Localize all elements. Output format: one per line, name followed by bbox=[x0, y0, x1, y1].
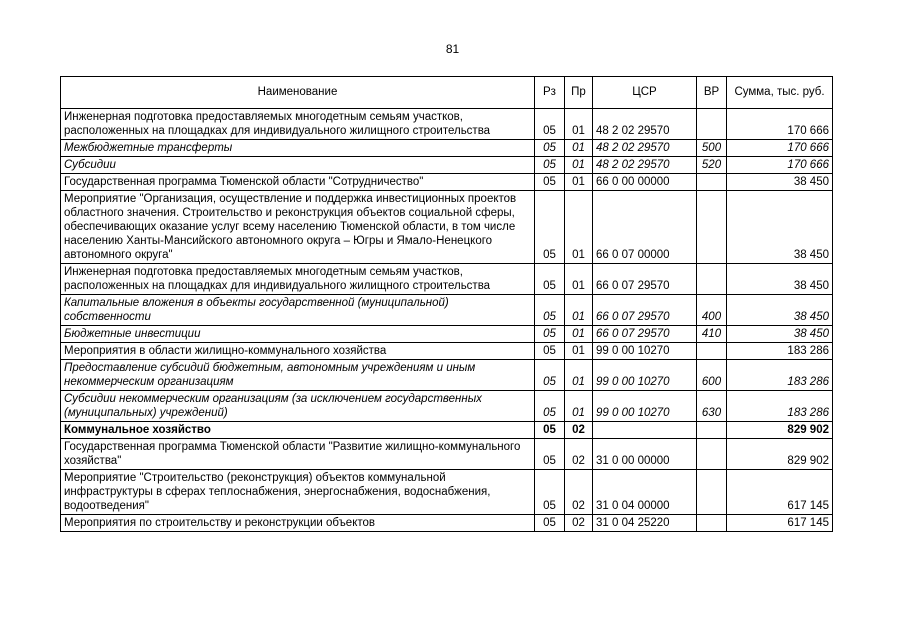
table-row bbox=[61, 391, 833, 422]
cell-rz: 05 bbox=[535, 295, 565, 326]
cell-csr: 66 0 07 00000 bbox=[593, 191, 697, 264]
cell-name: Коммунальное хозяйство bbox=[61, 422, 535, 439]
table-row bbox=[61, 326, 833, 343]
cell-rz: 05 bbox=[535, 264, 565, 295]
cell-rz: 05 bbox=[535, 326, 565, 343]
budget-table bbox=[60, 76, 833, 532]
table-header bbox=[61, 77, 833, 109]
cell-vr bbox=[697, 191, 727, 264]
cell-vr bbox=[697, 109, 727, 140]
cell-vr bbox=[697, 422, 727, 439]
cell-csr: 48 2 02 29570 bbox=[593, 157, 697, 174]
cell-name: Инженерная подготовка предоставляемых многодетным семьям участков, расположенных на площадках для индивидуального жилищного строительства bbox=[61, 109, 535, 140]
cell-csr: 31 0 04 25220 bbox=[593, 515, 697, 532]
cell-name: Мероприятие "Строительство (реконструкция) объектов коммунальной инфраструктуры в сферах теплоснабжения, энергоснабжения, водоснабжения, водоотведения" bbox=[61, 470, 535, 515]
table-row bbox=[61, 174, 833, 191]
cell-sum: 38 450 bbox=[727, 264, 833, 295]
cell-sum: 38 450 bbox=[727, 295, 833, 326]
header-row bbox=[61, 77, 833, 109]
cell-csr: 99 0 00 10270 bbox=[593, 391, 697, 422]
cell-rz: 05 bbox=[535, 109, 565, 140]
cell-rz: 05 bbox=[535, 439, 565, 470]
header-sum: Сумма, тыс. руб. bbox=[727, 77, 833, 109]
cell-pr: 01 bbox=[565, 295, 593, 326]
cell-pr: 02 bbox=[565, 439, 593, 470]
table-body bbox=[61, 109, 833, 532]
cell-sum: 829 902 bbox=[727, 439, 833, 470]
cell-sum: 617 145 bbox=[727, 515, 833, 532]
table-row bbox=[61, 360, 833, 391]
cell-vr: 400 bbox=[697, 295, 727, 326]
page-number: 81 bbox=[445, 42, 460, 56]
cell-csr: 66 0 07 29570 bbox=[593, 264, 697, 295]
cell-name: Субсидии bbox=[61, 157, 535, 174]
cell-csr: 66 0 07 29570 bbox=[593, 295, 697, 326]
cell-pr: 01 bbox=[565, 140, 593, 157]
cell-sum: 38 450 bbox=[727, 174, 833, 191]
cell-rz: 05 bbox=[535, 470, 565, 515]
cell-pr: 02 bbox=[565, 422, 593, 439]
cell-rz: 05 bbox=[535, 343, 565, 360]
table-row bbox=[61, 295, 833, 326]
cell-pr: 01 bbox=[565, 174, 593, 191]
table-row bbox=[61, 140, 833, 157]
cell-csr: 66 0 00 00000 bbox=[593, 174, 697, 191]
cell-name: Межбюджетные трансферты bbox=[61, 140, 535, 157]
header-rz: Рз bbox=[535, 77, 565, 109]
cell-csr: 48 2 02 29570 bbox=[593, 140, 697, 157]
cell-name: Инженерная подготовка предоставляемых многодетным семьям участков, расположенных на площадках для индивидуального жилищного строительства bbox=[61, 264, 535, 295]
cell-vr: 600 bbox=[697, 360, 727, 391]
cell-csr: 99 0 00 10270 bbox=[593, 360, 697, 391]
cell-rz: 05 bbox=[535, 191, 565, 264]
cell-pr: 02 bbox=[565, 470, 593, 515]
cell-name: Бюджетные инвестиции bbox=[61, 326, 535, 343]
cell-sum: 38 450 bbox=[727, 326, 833, 343]
cell-name: Капитальные вложения в объекты государственной (муниципальной) собственности bbox=[61, 295, 535, 326]
cell-csr: 31 0 00 00000 bbox=[593, 439, 697, 470]
cell-pr: 01 bbox=[565, 391, 593, 422]
header-name: Наименование bbox=[61, 77, 535, 109]
cell-vr bbox=[697, 470, 727, 515]
cell-rz: 05 bbox=[535, 515, 565, 532]
cell-sum: 170 666 bbox=[727, 109, 833, 140]
header-csr: ЦСР bbox=[593, 77, 697, 109]
cell-name: Мероприятия по строительству и реконструкции объектов bbox=[61, 515, 535, 532]
cell-csr: 31 0 04 00000 bbox=[593, 470, 697, 515]
cell-vr bbox=[697, 264, 727, 295]
table-row bbox=[61, 470, 833, 515]
cell-rz: 05 bbox=[535, 391, 565, 422]
cell-name: Государственная программа Тюменской области "Сотрудничество" bbox=[61, 174, 535, 191]
table-row bbox=[61, 439, 833, 470]
table-row bbox=[61, 515, 833, 532]
cell-pr: 01 bbox=[565, 326, 593, 343]
cell-vr: 520 bbox=[697, 157, 727, 174]
header-vr: ВР bbox=[697, 77, 727, 109]
table-row bbox=[61, 157, 833, 174]
cell-pr: 01 bbox=[565, 157, 593, 174]
cell-pr: 01 bbox=[565, 191, 593, 264]
cell-sum: 183 286 bbox=[727, 343, 833, 360]
cell-sum: 38 450 bbox=[727, 191, 833, 264]
cell-rz: 05 bbox=[535, 157, 565, 174]
table-row bbox=[61, 422, 833, 439]
cell-pr: 02 bbox=[565, 515, 593, 532]
cell-vr bbox=[697, 174, 727, 191]
cell-name: Мероприятие "Организация, осуществление и поддержка инвестиционных проектов областного значения. Строительство и реконструкция объектов социальной сферы, обеспечивающих оказание услуг всему населению Тюменской области, в том числе населению Ханты-Мансийского автономного округа – Югры и Ямало-Ненецкого автономного округа" bbox=[61, 191, 535, 264]
cell-sum: 617 145 bbox=[727, 470, 833, 515]
cell-rz: 05 bbox=[535, 360, 565, 391]
cell-name: Государственная программа Тюменской области "Развитие жилищно-коммунального хозяйства" bbox=[61, 439, 535, 470]
table-row bbox=[61, 191, 833, 264]
cell-sum: 183 286 bbox=[727, 360, 833, 391]
table-row bbox=[61, 264, 833, 295]
cell-name: Предоставление субсидий бюджетным, автономным учреждениям и иным некоммерческим организациям bbox=[61, 360, 535, 391]
cell-pr: 01 bbox=[565, 264, 593, 295]
cell-vr: 410 bbox=[697, 326, 727, 343]
cell-name: Субсидии некоммерческим организациям (за исключением государственных (муниципальных) учреждений) bbox=[61, 391, 535, 422]
cell-name: Мероприятия в области жилищно-коммунального хозяйства bbox=[61, 343, 535, 360]
cell-csr: 99 0 00 10270 bbox=[593, 343, 697, 360]
cell-pr: 01 bbox=[565, 360, 593, 391]
header-pr: Пр bbox=[565, 77, 593, 109]
cell-rz: 05 bbox=[535, 174, 565, 191]
cell-rz: 05 bbox=[535, 422, 565, 439]
cell-vr: 630 bbox=[697, 391, 727, 422]
cell-sum: 170 666 bbox=[727, 157, 833, 174]
cell-rz: 05 bbox=[535, 140, 565, 157]
cell-csr bbox=[593, 422, 697, 439]
cell-vr bbox=[697, 515, 727, 532]
cell-vr bbox=[697, 343, 727, 360]
cell-vr: 500 bbox=[697, 140, 727, 157]
cell-csr: 66 0 07 29570 bbox=[593, 326, 697, 343]
cell-vr bbox=[697, 439, 727, 470]
cell-sum: 170 666 bbox=[727, 140, 833, 157]
cell-pr: 01 bbox=[565, 343, 593, 360]
cell-csr: 48 2 02 29570 bbox=[593, 109, 697, 140]
cell-sum: 183 286 bbox=[727, 391, 833, 422]
cell-sum: 829 902 bbox=[727, 422, 833, 439]
table-row bbox=[61, 109, 833, 140]
table-row bbox=[61, 343, 833, 360]
cell-pr: 01 bbox=[565, 109, 593, 140]
